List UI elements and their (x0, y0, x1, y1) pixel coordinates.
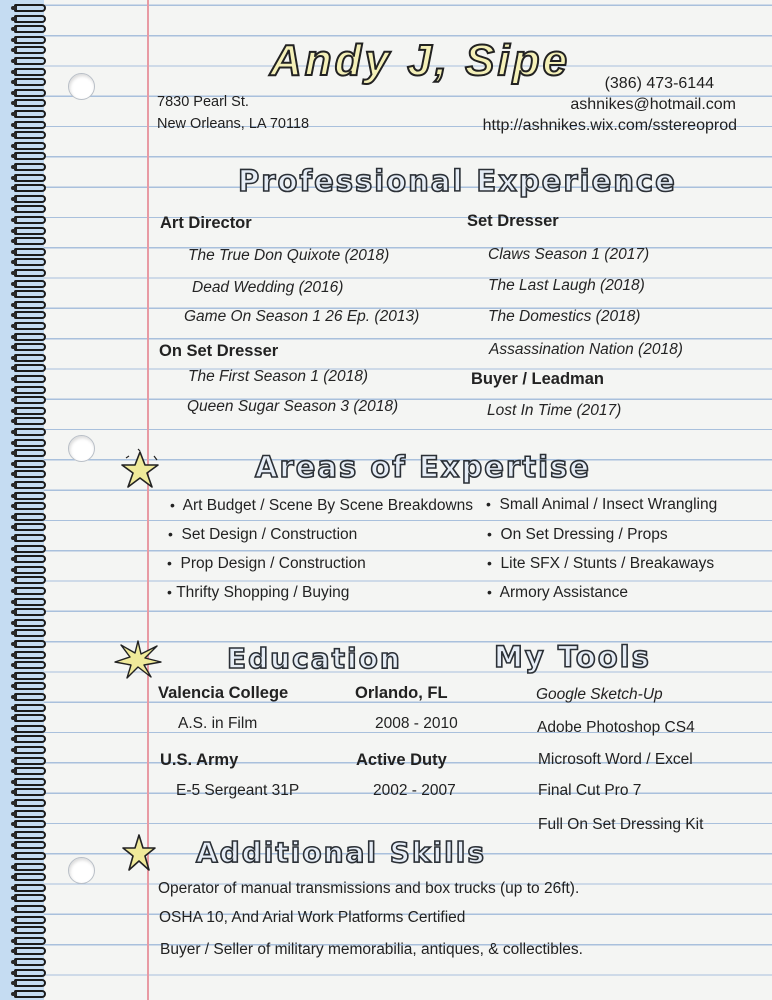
credit-item: The Domestics (2018) (488, 308, 641, 325)
spiral-coil (14, 89, 46, 97)
spiral-coil (14, 810, 46, 818)
spiral-coil (14, 460, 46, 468)
burst-doodle-icon (113, 638, 163, 680)
tool-item: Full On Set Dressing Kit (538, 816, 704, 833)
role-set-dresser: Set Dresser (467, 212, 559, 230)
spiral-coil (14, 439, 46, 447)
spiral-coil (14, 894, 46, 902)
spiral-coil (14, 386, 46, 394)
spiral-coil (14, 863, 46, 871)
spiral-coil (14, 364, 46, 372)
spiral-coil (14, 852, 46, 860)
spiral-coil (14, 672, 46, 680)
spiral-coil (14, 502, 46, 510)
spiral-coil (14, 248, 46, 256)
spiral-coil (14, 280, 46, 288)
punch-hole-icon (68, 435, 95, 462)
spiral-coil (14, 174, 46, 182)
spiral-coil (14, 4, 46, 12)
spiral-coil (14, 68, 46, 76)
spiral-coil (14, 163, 46, 171)
spiral-coil (14, 916, 46, 924)
spiral-coil (14, 884, 46, 892)
section-title-education: Education (227, 642, 402, 675)
spiral-coil (14, 142, 46, 150)
spiral-coil (14, 523, 46, 531)
tool-item: Final Cut Pro 7 (538, 782, 642, 799)
expertise-item: • Art Budget / Scene By Scene Breakdowns (170, 497, 474, 514)
spiral-coil (14, 449, 46, 457)
spiral-coil (14, 778, 46, 786)
website-link[interactable]: http://ashnikes.wix.com/sstereoprod (482, 117, 737, 134)
spiral-coil (14, 937, 46, 945)
spiral-coil (14, 831, 46, 839)
spiral-coil (14, 947, 46, 955)
spiral-coil (14, 629, 46, 637)
school-name: U.S. Army (160, 751, 239, 769)
credit-item: The Last Laugh (2018) (488, 277, 645, 294)
credit-item: Assassination Nation (2018) (489, 341, 683, 358)
expertise-item: • Armory Assistance (487, 584, 629, 601)
spiral-coil (14, 640, 46, 648)
spiral-coil (14, 428, 46, 436)
section-title-tools: My Tools (494, 640, 651, 674)
spiral-coil (14, 619, 46, 627)
spiral-coil (14, 407, 46, 415)
spiral-coil (14, 555, 46, 563)
spiral-coil (14, 704, 46, 712)
degree: A.S. in Film (178, 715, 258, 732)
spiral-coil (14, 587, 46, 595)
spiral-coil (14, 131, 46, 139)
credit-item: Queen Sugar Season 3 (2018) (187, 398, 399, 415)
skill-item: Buyer / Seller of military memorabilia, antiques, & collectibles. (160, 941, 583, 958)
role-buyer-leadman: Buyer / Leadman (471, 370, 604, 388)
credit-item: The First Season 1 (2018) (188, 368, 369, 385)
spiral-coil (14, 110, 46, 118)
tool-item: Google Sketch-Up (536, 686, 663, 703)
spiral-coil (14, 375, 46, 383)
section-title-experience: Professional Experience (238, 164, 677, 198)
spiral-coil (14, 290, 46, 298)
role-on-set-dresser: On Set Dresser (159, 342, 279, 360)
spiral-coil (14, 820, 46, 828)
spiral-coil (14, 608, 46, 616)
spiral-coil (14, 735, 46, 743)
email-address[interactable]: ashnikes@hotmail.com (570, 96, 736, 113)
spiral-coil (14, 205, 46, 213)
punch-hole-icon (68, 73, 95, 100)
spiral-coil (14, 301, 46, 309)
spiral-coil (14, 714, 46, 722)
skill-item: OSHA 10, And Arial Work Platforms Certified (159, 909, 466, 926)
spiral-coil (14, 481, 46, 489)
credit-item: The True Don Quixote (2018) (188, 247, 390, 264)
expertise-item: • Thrifty Shopping / Buying (167, 584, 350, 601)
spiral-coil (14, 195, 46, 203)
spiral-coil (14, 979, 46, 987)
years: 2002 - 2007 (373, 782, 456, 799)
spiral-coil (14, 258, 46, 266)
spiral-coil (14, 57, 46, 65)
spiral-coil (14, 15, 46, 23)
spiral-coil (14, 873, 46, 881)
tool-item: Adobe Photoshop CS4 (537, 719, 695, 736)
spiral-coil (14, 534, 46, 542)
spiral-coil (14, 470, 46, 478)
spiral-coil (14, 746, 46, 754)
spiral-coil (14, 725, 46, 733)
spiral-coil (14, 354, 46, 362)
spiral-coil (14, 25, 46, 33)
spiral-coil (14, 46, 46, 54)
spiral-coil (14, 545, 46, 553)
spiral-coil (14, 78, 46, 86)
spiral-coil (14, 36, 46, 44)
spiral-coil (14, 767, 46, 775)
spiral-coil (14, 926, 46, 934)
spiral-coil (14, 990, 46, 998)
star-doodle-icon (120, 832, 158, 874)
service-status: Active Duty (356, 751, 447, 769)
spiral-coil (14, 269, 46, 277)
spiral-coil (14, 788, 46, 796)
spiral-coil (14, 417, 46, 425)
spiral-coil (14, 513, 46, 521)
spiral-coil (14, 905, 46, 913)
credit-item: Claws Season 1 (2017) (488, 246, 650, 263)
expertise-item: • Prop Design / Construction (167, 555, 366, 572)
spiral-coil (14, 227, 46, 235)
spiral-coil (14, 682, 46, 690)
spiral-coil (14, 99, 46, 107)
spiral-coil (14, 333, 46, 341)
spiral-coil (14, 576, 46, 584)
spiral-coil (14, 237, 46, 245)
expertise-item: • Set Design / Construction (168, 526, 358, 543)
spiral-coil (14, 958, 46, 966)
credit-item: Dead Wedding (2016) (192, 279, 344, 296)
spiral-coil (14, 757, 46, 765)
school-name: Valencia College (158, 684, 289, 702)
spiral-coil (14, 396, 46, 404)
credit-item: Game On Season 1 26 Ep. (2013) (184, 308, 420, 325)
spiral-coil (14, 492, 46, 500)
credit-item: Lost In Time (2017) (487, 402, 622, 419)
spiral-coil (14, 969, 46, 977)
phone-number: (386) 473-6144 (604, 75, 714, 92)
spiral-coil (14, 651, 46, 659)
section-title-expertise: Areas of Expertise (255, 450, 591, 484)
tool-item: Microsoft Word / Excel (538, 751, 693, 768)
spiral-coil (14, 693, 46, 701)
spiral-coil (14, 184, 46, 192)
spiral-coil (14, 322, 46, 330)
spiral-coil (14, 598, 46, 606)
rank: E-5 Sergeant 31P (176, 782, 300, 799)
school-location: Orlando, FL (355, 684, 448, 702)
role-art-director: Art Director (160, 214, 252, 232)
spiral-coil (14, 566, 46, 574)
expertise-item: • Lite SFX / Stunts / Breakaways (487, 555, 715, 572)
years: 2008 - 2010 (375, 715, 458, 732)
section-title-skills: Additional Skills (196, 836, 486, 869)
address-line-1: 7830 Pearl St. (157, 94, 249, 110)
spiral-coil (14, 841, 46, 849)
spiral-coil (14, 216, 46, 224)
spiral-coil (14, 661, 46, 669)
spiral-coil (14, 799, 46, 807)
expertise-item: • On Set Dressing / Props (487, 526, 668, 543)
punch-hole-icon (68, 857, 95, 884)
spiral-coil (14, 121, 46, 129)
spiral-coil (14, 311, 46, 319)
star-doodle-icon (118, 448, 162, 492)
applicant-name: Andy J, Sipe (270, 36, 571, 85)
address-line-2: New Orleans, LA 70118 (157, 116, 310, 132)
spiral-coil (14, 343, 46, 351)
expertise-item: • Small Animal / Insect Wrangling (486, 496, 718, 513)
spiral-coil (14, 152, 46, 160)
skill-item: Operator of manual transmissions and box trucks (up to 26ft). (158, 880, 580, 897)
spiral-binding-strip (0, 0, 44, 1000)
